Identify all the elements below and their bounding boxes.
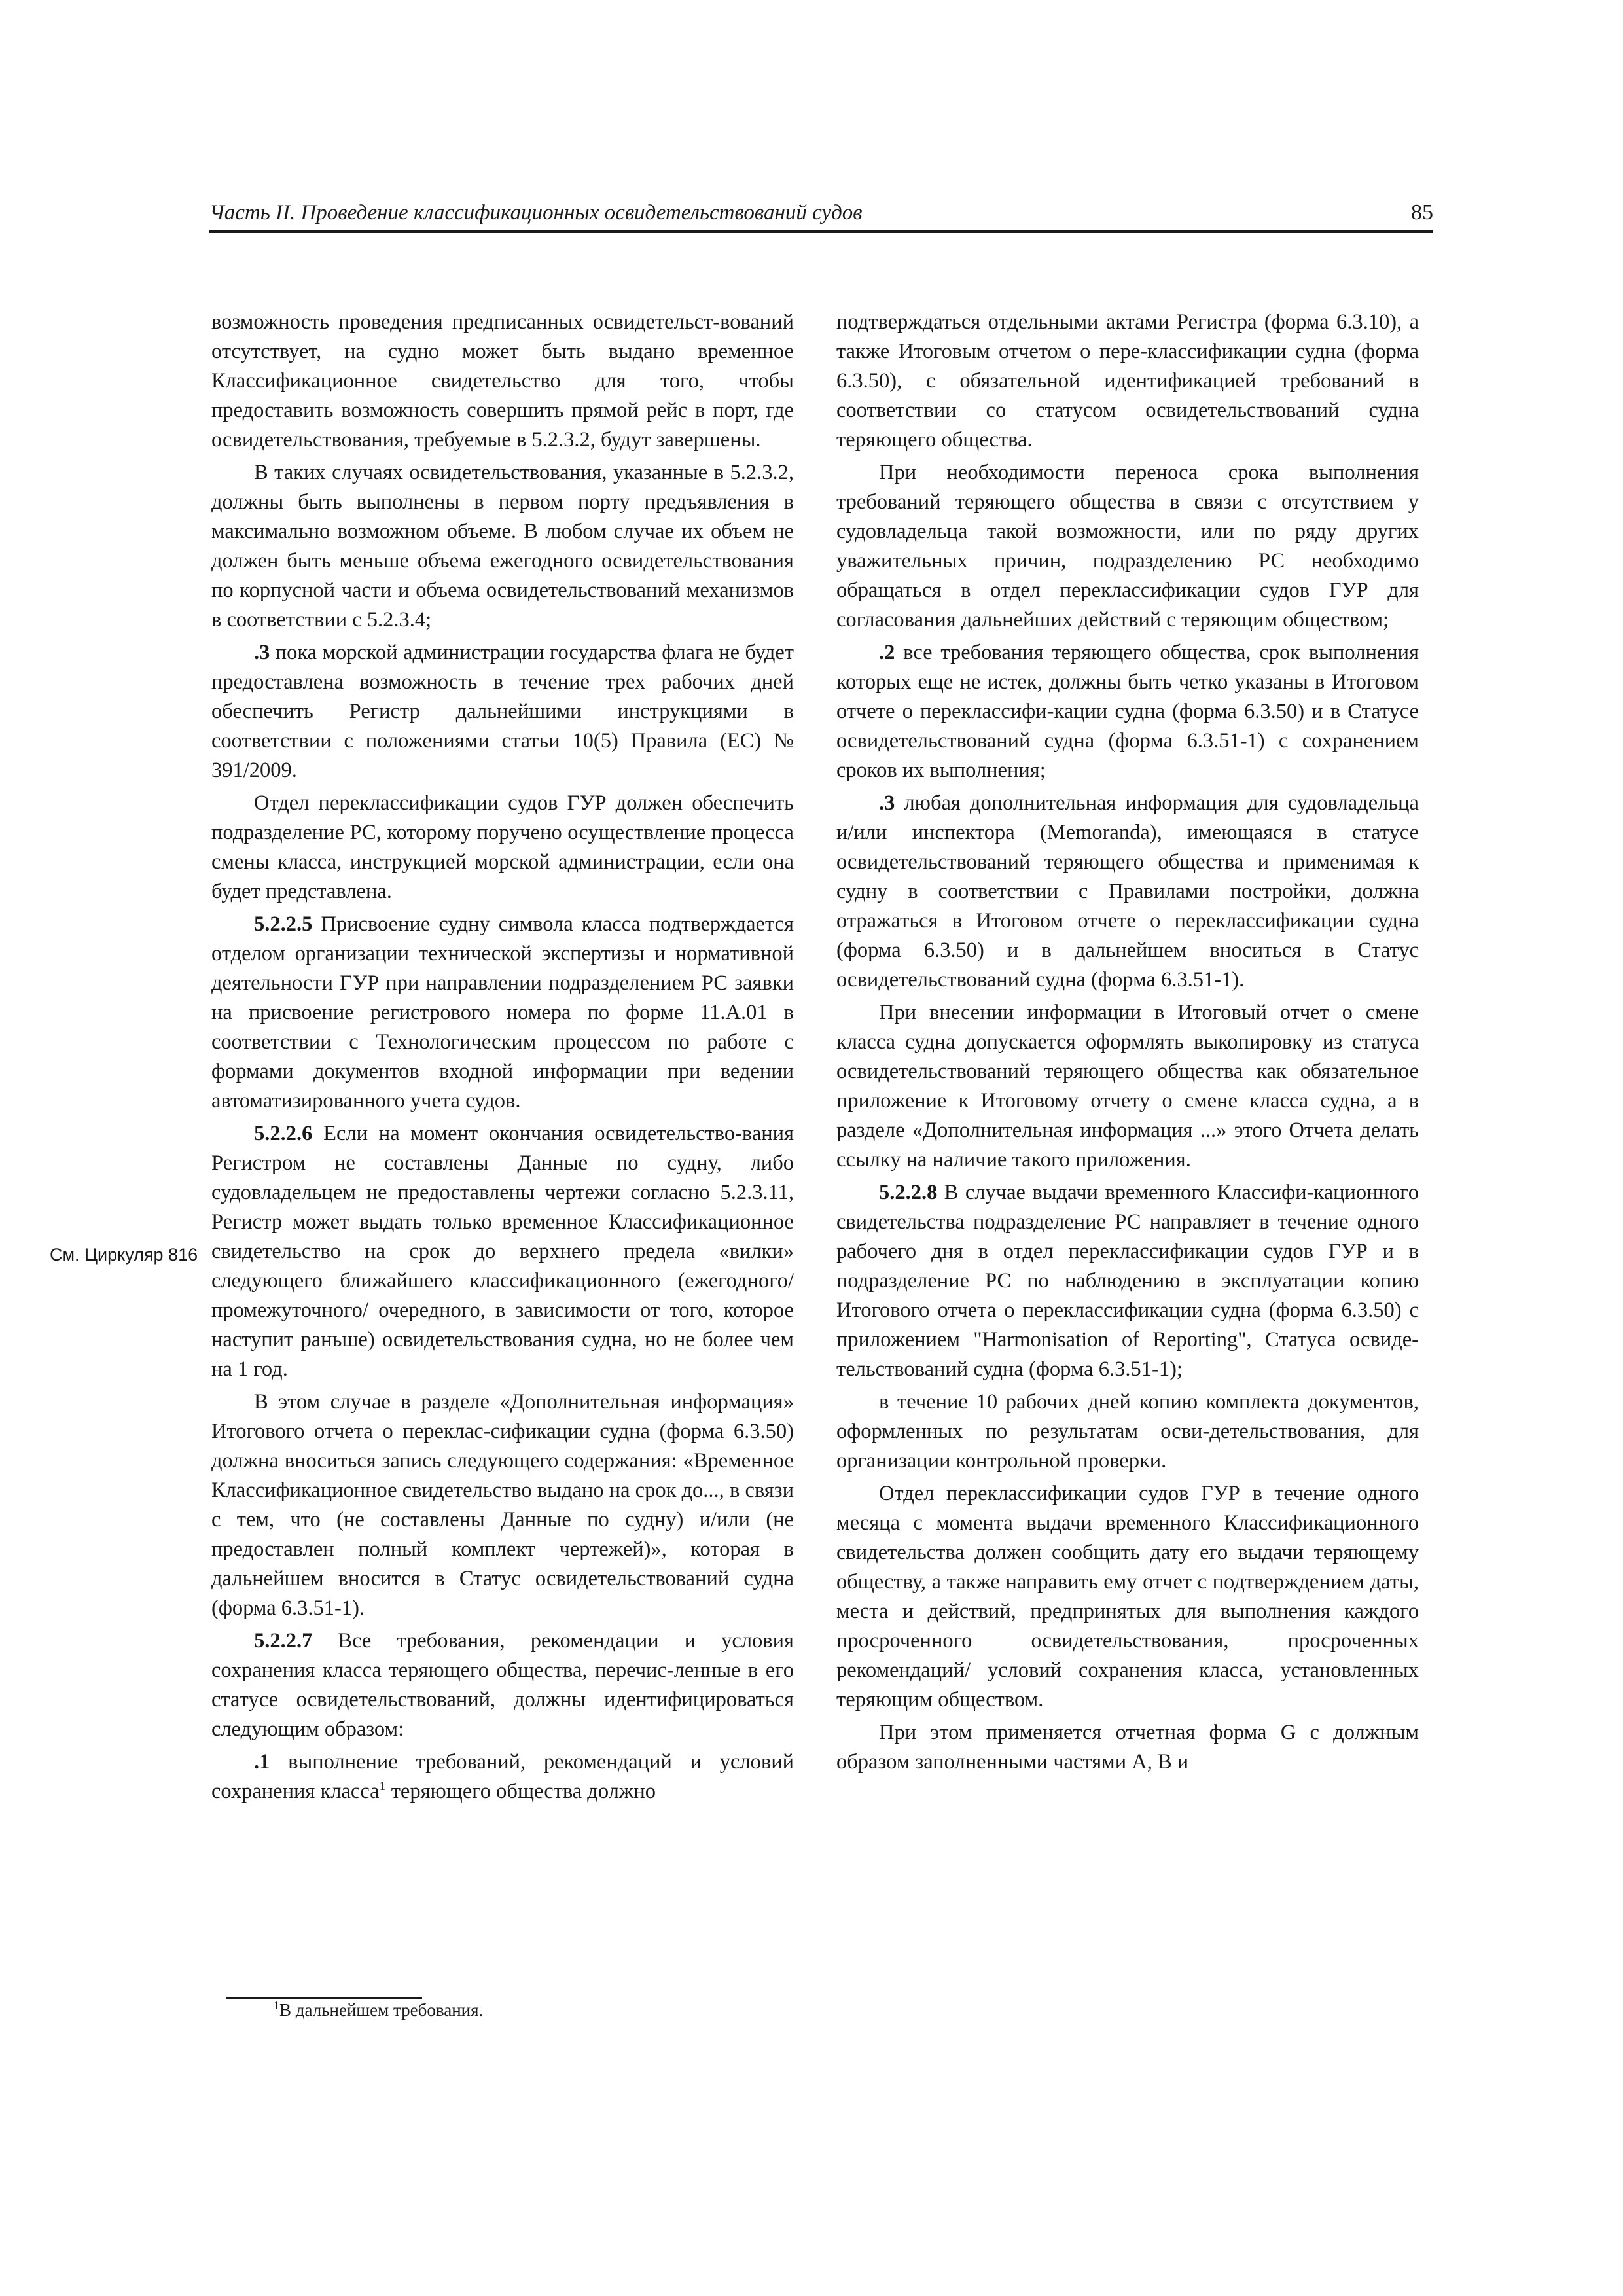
left-column xyxy=(211,308,794,1810)
paragraph: 5.2.2.8 В случае выдачи временного Классифи-кационного свидетельства подразделение РС направляет в течение одного рабочего дня в отдел переклассификации судов ГУР и в подразделение РС по наблюдению в эксплуатации копию Итогового отчета о переклассификации судна (форма 6.3.50) с приложением "Harmonisation of Reporting", Статуса освиде-тельствований судна (форма 6.3.51-1); xyxy=(836,1181,1419,1381)
paragraph: в течение 10 рабочих дней копию комплекта документов, оформленных по результатам осви-детельствования, для организации контрольной проверки. xyxy=(836,1390,1419,1473)
paragraph: подтверждаться отдельными актами Регистра (форма 6.3.10), а также Итоговым отчетом о пере-классификации судна (форма 6.3.50), с обязательной идентификацией требований в соответствии со статусом освидетельствований судна теряющего общества. xyxy=(836,310,1419,452)
paragraph: При необходимости переноса срока выполнения требований теряющего общества в связи с отсутствием у судовладельца такой возможности, или по ряду других уважительных причин, подразделению РС необходимо обращаться в отдел переклассификации судов ГУР для согласования дальнейших действий с теряющим обществом; xyxy=(836,461,1419,632)
paragraph: .2 все требования теряющего общества, срок выполнения которых еще не истек, должны быть четко указаны в Итоговом отчете о переклассифи-кации судна (форма 6.3.50) и в Статусе освидетельствований судна (форма 6.3.51-1) с сохранением сроков их выполнения; xyxy=(836,641,1419,782)
footnote-separator xyxy=(226,1997,422,1999)
footnote: $^1$В дальнейшем требования. xyxy=(274,1999,484,2020)
paragraph: В таких случаях освидетельствования, указанные в 5.2.3.2, должны быть выполнены в первом порту предъявления в максимально возможном объеме. В любом случае их объем не должен быть меньше объема ежегодного освидетельствования по корпусной части и объема освидетельствований механизмов в соответствии с 5.2.3.4; xyxy=(211,461,794,632)
item-number: .3 xyxy=(254,641,270,664)
section-number: 5.2.2.8 xyxy=(879,1181,938,1204)
paragraph: .3 пока морской администрации государства флага не будет предоставлена возможность в течение трех рабочих дней обеспечить Регистр дальнейшими инструкциями в соответствии с положениями статьи 10(5) Правила (ЕС) № 391/2009. xyxy=(211,641,794,782)
section-number: 5.2.2.6 xyxy=(254,1122,313,1145)
circular-reference-note: См. Циркуляр 816 xyxy=(50,1245,198,1265)
paragraph: возможность проведения предписанных освидетельст-вований отсутствует, на судно может быть выдано временное Классификационное свидетельство для того, чтобы предоставить возможность совершить прямой рейс в порт, где освидетельствования, требуемые в 5.2.3.2, будут завершены. xyxy=(211,310,794,452)
paragraph: .1 выполнение требований, рекомендаций и условий сохранения класса$^1$ теряющего общества должно xyxy=(211,1750,794,1803)
footnote-ref: 1 xyxy=(379,1779,386,1794)
right-column xyxy=(836,308,1419,1780)
paragraph: При этом применяется отчетная форма G с должным образом заполненными частями A, B и xyxy=(836,1721,1419,1774)
paragraph: .3 любая дополнительная информация для судовладельца и/или инспектора (Memoranda), имеющаяся в статусе освидетельствований теряющего общества и применимая к судну в соответствии с Правилами постройки, должна отражаться в Итоговом отчете о переклассификации судна (форма 6.3.50) и в дальнейшем вноситься в Статус освидетельствований судна (форма 6.3.51-1). xyxy=(836,791,1419,992)
item-number: .1 xyxy=(254,1750,270,1774)
item-number: .3 xyxy=(879,791,895,815)
paragraph: Отдел переклассификации судов ГУР должен обеспечить подразделение РС, которому поручено осуществление процесса смены класса, инструкцией морской администрации, если она будет представлена. xyxy=(211,791,794,903)
paragraph: 5.2.2.7 Все требования, рекомендации и условия сохранения класса теряющего общества, перечис-ленные в его статусе освидетельствований, должны идентифицироваться следующим образом: xyxy=(211,1629,794,1741)
paragraph: В этом случае в разделе «Дополнительная информация» Итогового отчета о переклас-сификации судна (форма 6.3.50) должна вноситься запись следующего содержания: «Временное Классификационное свидетельство выдано на срок до..., в связи с тем, что (не составлены Данные по судну) и/или (не предоставлен полный комплект чертежей)», которая в дальнейшем вносится в Статус освидетельствований судна (форма 6.3.51-1). xyxy=(211,1390,794,1620)
paragraph: При внесении информации в Итоговый отчет о смене класса судна допускается оформлять выкопировку из статуса освидетельствований теряющего общества как обязательное приложение к Итоговому отчету о смене класса судна, а в разделе «Дополнительная информация ...» этого Отчета делать ссылку на наличие такого приложения. xyxy=(836,1001,1419,1172)
footnote-mark: 1 xyxy=(274,1999,279,2012)
paragraph: 5.2.2.5 Присвоение судну символа класса подтверждается отделом организации технической экспертизы и нормативной деятельности ГУР при направлении подразделением РС заявки на присвоение регистрового номера по форме 11.А.01 в соответствии с Технологическим процессом по работе с формами документов входной информации при ведении автоматизированного учета судов. xyxy=(211,912,794,1113)
section-number: 5.2.2.7 xyxy=(254,1629,313,1653)
page-number: 85 xyxy=(1411,200,1433,224)
page-header xyxy=(209,196,1433,233)
item-number: .2 xyxy=(879,641,895,664)
paragraph: 5.2.2.6 Если на момент окончания освидетельство-вания Регистром не составлены Данные по судну, либо судовладельцем не предоставлены чертежи согласно 5.2.3.11, Регистр может выдать только временное Классификационное свидетельство на срок до верхнего предела «вилки» следующего ближайшего классификационного (ежегодного/промежуточного/ очередного, в зависимости от того, которое наступит раньше) освидетельствования судна, но не более чем на 1 год. xyxy=(211,1122,794,1381)
section-number: 5.2.2.5 xyxy=(254,912,313,936)
running-title: Часть II. Проведение классификационных освидетельствований судов xyxy=(209,201,863,224)
paragraph: Отдел переклассификации судов ГУР в течение одного месяца с момента выдачи временного Классификационного свидетельства должен сообщить дату его выдачи теряющему обществу, а также направить ему отчет с подтверждением даты, места и действий, предпринятых для выполнения каждого просроченного освидетельствования, просроченных рекомендаций/ условий сохранения класса, установленных теряющим обществом. xyxy=(836,1482,1419,1712)
